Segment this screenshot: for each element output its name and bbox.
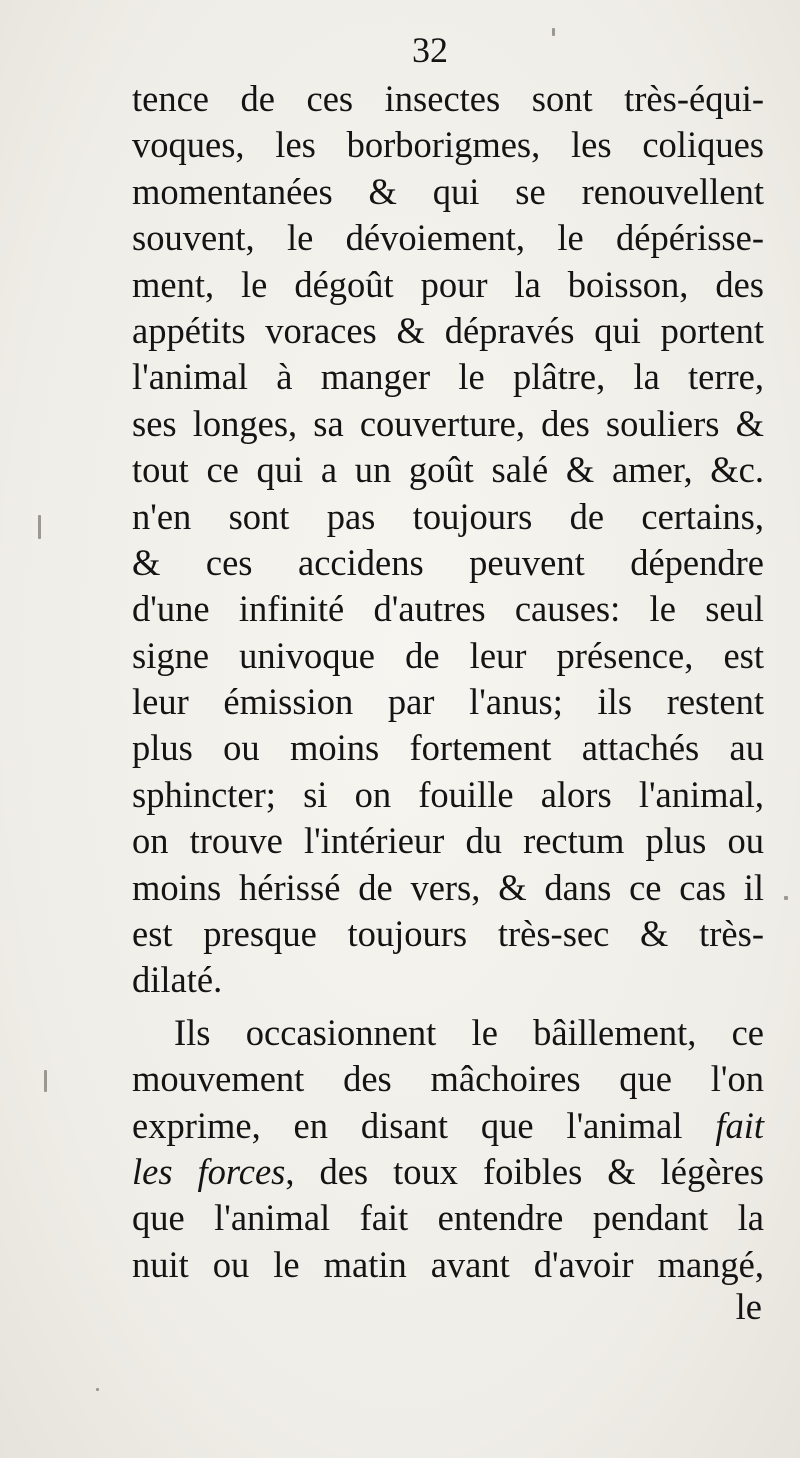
text-line: sphincter; si on fouille alors l'animal,	[132, 773, 764, 815]
text-line: souvent, le dévoiement, le dépérisse-	[132, 217, 764, 259]
text-line: est presque toujours très-sec & très-	[132, 913, 764, 955]
text-line: d'une infinité d'autres causes: le seul	[132, 588, 764, 630]
text-line: appétits voraces & dépravés qui portent	[132, 309, 764, 351]
text-segment: , des toux foibles & légères	[285, 1150, 764, 1192]
paper-speck	[44, 1070, 47, 1092]
text-line: Ils occasionnent le bâillement, ce	[174, 1011, 764, 1053]
text-line: que l'animal fait entendre pendant la	[132, 1197, 764, 1239]
body-text	[132, 76, 764, 1288]
text-line: on trouve l'intérieur du rectum plus ou	[132, 820, 764, 862]
text-line	[132, 1103, 764, 1149]
italic-phrase: fait	[715, 1104, 764, 1146]
text-line: mouvement des mâchoires que l'on	[132, 1058, 764, 1100]
paper-speck	[552, 28, 555, 36]
paper-speck	[96, 1388, 99, 1391]
text-segment: exprime, en disant que l'animal	[132, 1104, 716, 1146]
catchword: le	[735, 1286, 762, 1327]
text-line: dilaté.	[132, 959, 223, 1001]
text-line: leur émission par l'anus; ils restent	[132, 681, 764, 723]
text-line: plus ou moins fortement attachés au	[132, 727, 764, 769]
text-line: l'animal à manger le plâtre, la terre,	[132, 356, 764, 398]
text-line: ses longes, sa couverture, des souliers &	[132, 402, 764, 444]
text-line: momentanées & qui se renouvellent	[132, 170, 764, 212]
text-line: & ces accidens peuvent dépendre	[132, 541, 764, 583]
text-line: nuit ou le matin avant d'avoir mangé,	[132, 1243, 764, 1285]
text-line: moins hérissé de vers, & dans ce cas il	[132, 866, 764, 908]
text-line: voques, les borborigmes, les coliques	[132, 124, 764, 166]
page-number: 32	[412, 30, 448, 70]
text-line: tout ce qui a un goût salé & amer, &c.	[132, 449, 764, 491]
text-line	[132, 1149, 764, 1195]
italic-phrase: les forces	[132, 1150, 286, 1192]
paper-speck	[38, 515, 41, 539]
text-line: tence de ces insectes sont très-équi-	[132, 78, 764, 119]
text-line: n'en sont pas toujours de certains,	[132, 495, 764, 537]
text-line: signe univoque de leur présence, est	[132, 634, 764, 676]
paper-speck	[784, 896, 788, 900]
text-line: ment, le dégoût pour la boisson, des	[132, 263, 764, 305]
